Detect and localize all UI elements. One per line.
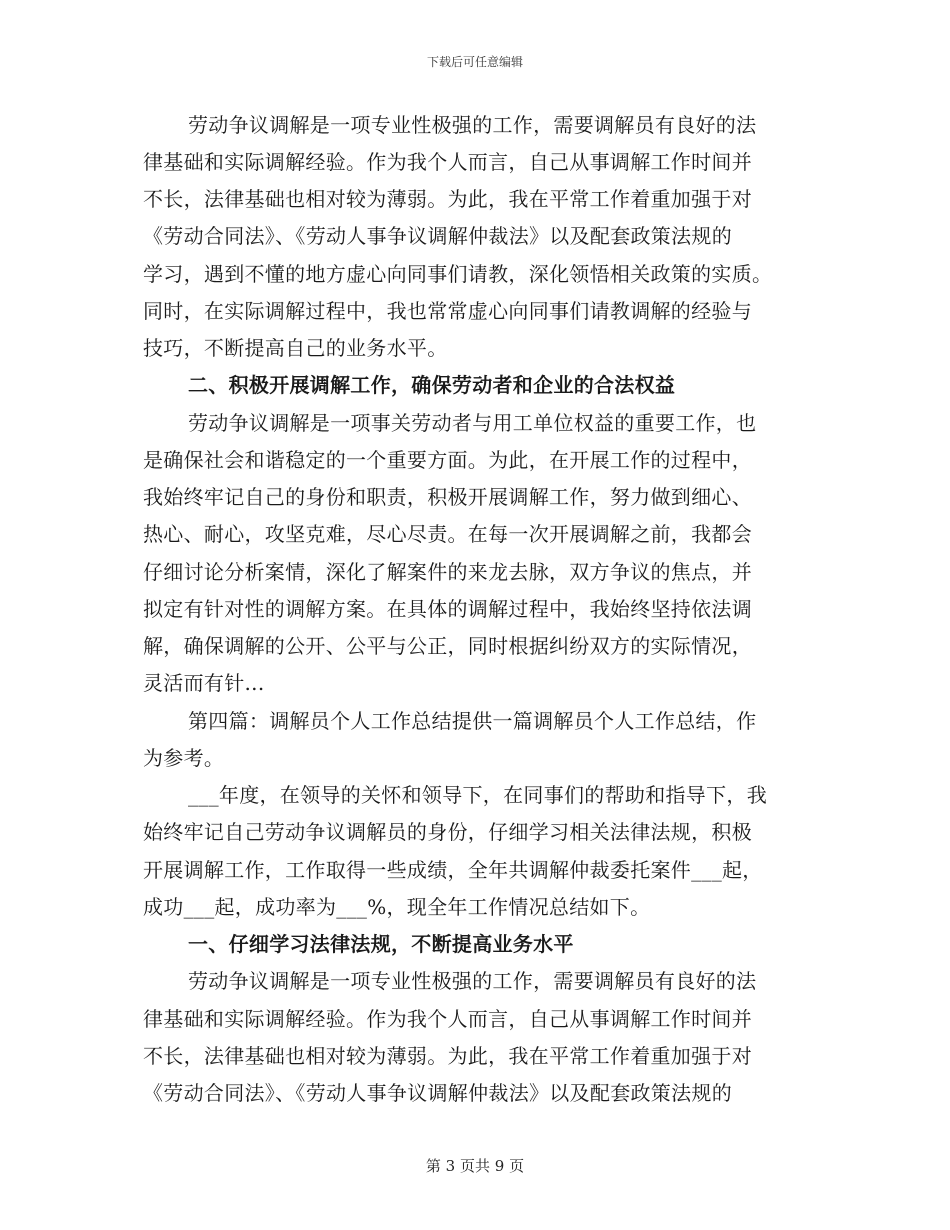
text-line: 解，确保调解的公开、公平与公正，同时根据纠纷双方的实际情况， xyxy=(143,634,752,658)
text-line: 劳动争议调解是一项专业性极强的工作，需要调解员有良好的法 xyxy=(188,113,757,137)
text-line: ___年度，在领导的关怀和领导下，在同事们的帮助和指导下，我 xyxy=(188,783,767,807)
text-line: 成功___起，成功率为___%，现全年工作情况总结如下。 xyxy=(143,895,651,919)
text-line: 不长，法律基础也相对较为薄弱。为此，我在平常工作着重加强于对 xyxy=(143,1044,752,1068)
text-line: 同时，在实际调解过程中，我也常常虚心向同事们请教调解的经验与 xyxy=(143,299,752,323)
page-footer: 第 3 页共 9 页 xyxy=(425,1157,525,1175)
text-line: 律基础和实际调解经验。作为我个人而言，自己从事调解工作时间并 xyxy=(143,1007,752,1031)
text-line: 不长，法律基础也相对较为薄弱。为此，我在平常工作着重加强于对 xyxy=(143,187,752,211)
text-line: 劳动争议调解是一项事关劳动者与用工单位权益的重要工作，也 xyxy=(188,411,757,435)
section-heading: 二、积极开展调解工作，确保劳动者和企业的合法权益 xyxy=(188,373,676,397)
text-line: 热心、耐心，攻坚克难，尽心尽责。在每一次开展调解之前，我都会 xyxy=(143,522,752,546)
text-line: 为参考。 xyxy=(143,746,225,770)
text-line: 仔细讨论分析案情，深化了解案件的来龙去脉，双方争议的焦点，并 xyxy=(143,560,752,584)
text-line: 是确保社会和谐稳定的一个重要方面。为此，在开展工作的过程中， xyxy=(143,448,752,472)
text-line: 始终牢记自己劳动争议调解员的身份，仔细学习相关法律法规，积极 xyxy=(143,820,752,844)
section-heading: 一、仔细学习法律法规，不断提高业务水平 xyxy=(188,932,574,956)
page-header: 下载后可任意编辑 xyxy=(426,55,523,69)
text-line: 律基础和实际调解经验。作为我个人而言，自己从事调解工作时间并 xyxy=(143,150,752,174)
text-line: 灵活而有针... xyxy=(143,671,265,695)
text-line: 第四篇：调解员个人工作总结提供一篇调解员个人工作总结，作 xyxy=(188,709,757,733)
text-line: 开展调解工作，工作取得一些成绩，全年共调解仲裁委托案件___起， xyxy=(143,858,763,882)
text-line: 《劳动合同法》、《劳动人事争议调解仲裁法》以及配套政策法规的 xyxy=(143,1081,732,1105)
text-line: 我始终牢记自己的身份和职责，积极开展调解工作，努力做到细心、 xyxy=(143,485,752,509)
text-line: 劳动争议调解是一项专业性极强的工作，需要调解员有良好的法 xyxy=(188,969,757,993)
text-line: 学习，遇到不懂的地方虚心向同事们请教，深化领悟相关政策的实质。 xyxy=(143,262,773,286)
text-line: 技巧，不断提高自己的业务水平。 xyxy=(143,336,448,360)
text-line: 拟定有针对性的调解方案。在具体的调解过程中，我始终坚持依法调 xyxy=(143,597,752,621)
text-line: 《劳动合同法》、《劳动人事争议调解仲裁法》以及配套政策法规的 xyxy=(143,224,732,248)
